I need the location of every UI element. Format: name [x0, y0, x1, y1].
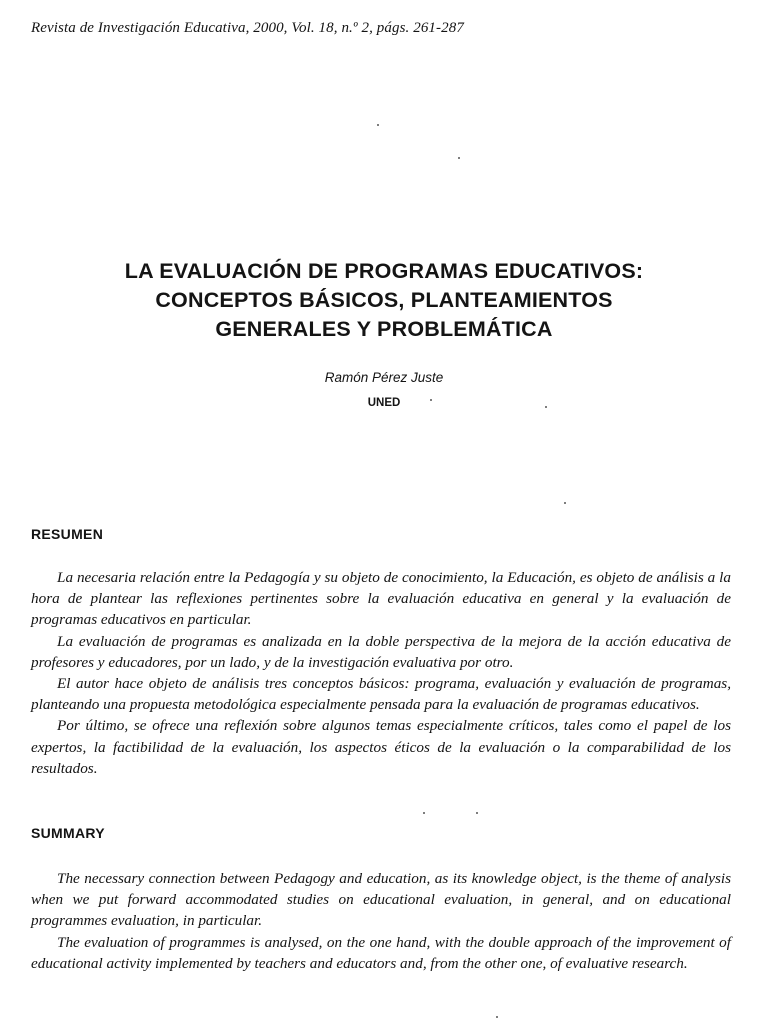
- resumen-paragraph: La evaluación de programas es analizada en la doble perspectiva de la mejora de la acción educativa de profesores y educadores, por un lado, y de la investigación evaluativa por otro.: [31, 632, 731, 671]
- title-line-2: CONCEPTOS BÁSICOS, PLANTEAMIENTOS: [155, 288, 613, 312]
- running-head: Revista de Investigación Educativa, 2000, Vol. 18, n.º 2, págs. 261-287: [31, 20, 464, 36]
- scan-speck: [564, 502, 566, 504]
- resumen-paragraph: El autor hace objeto de análisis tres conceptos básicos: programa, evaluación y evaluación de programas, planteando una propuesta metodológica especialmente pensada para la evaluación de programas educativos.: [31, 675, 731, 714]
- scan-speck: [430, 399, 432, 401]
- summary-paragraph: The necessary connection between Pedagogy and education, as its knowledge object, is the theme of analysis when we put forward accommodated studies on educational evaluation, in general, and on educational programmes evaluation, in particular.: [31, 870, 731, 930]
- summary-heading: SUMMARY: [31, 825, 105, 841]
- resumen-body: [31, 567, 731, 779]
- article-title: [40, 257, 728, 344]
- summary-body: [31, 868, 731, 974]
- resumen-paragraph: La necesaria relación entre la Pedagogía y su objeto de conocimiento, la Educación, es objeto de análisis a la hora de plantear las reflexiones pertinentes sobre la evaluación educativa en general y la evaluación de programas educativos en particular.: [31, 569, 731, 629]
- summary-paragraph: The evaluation of programmes is analysed, on the one hand, with the double approach of the improvement of educational activity implemented by teachers and educators and, from the other one, of evaluative research.: [31, 933, 731, 972]
- scan-speck: [476, 812, 478, 814]
- author-name: Ramón Pérez Juste: [324, 370, 444, 385]
- resumen-heading: RESUMEN: [31, 526, 104, 542]
- scan-speck: [496, 1016, 498, 1018]
- title-line-1: LA EVALUACIÓN DE PROGRAMAS EDUCATIVOS:: [124, 259, 644, 283]
- scan-speck: [423, 812, 425, 814]
- scan-speck: [458, 157, 460, 159]
- scan-speck: [545, 406, 547, 408]
- title-line-3: GENERALES Y PROBLEMÁTICA: [215, 317, 553, 341]
- author-affiliation: UNED: [367, 397, 401, 409]
- resumen-paragraph: Por último, se ofrece una reflexión sobre algunos temas especialmente críticos, tales como el papel de los expertos, la factibilidad de la evaluación, los aspectos éticos de la evaluación o la comparabilidad de los resultados.: [31, 717, 731, 777]
- scan-speck: [377, 124, 379, 126]
